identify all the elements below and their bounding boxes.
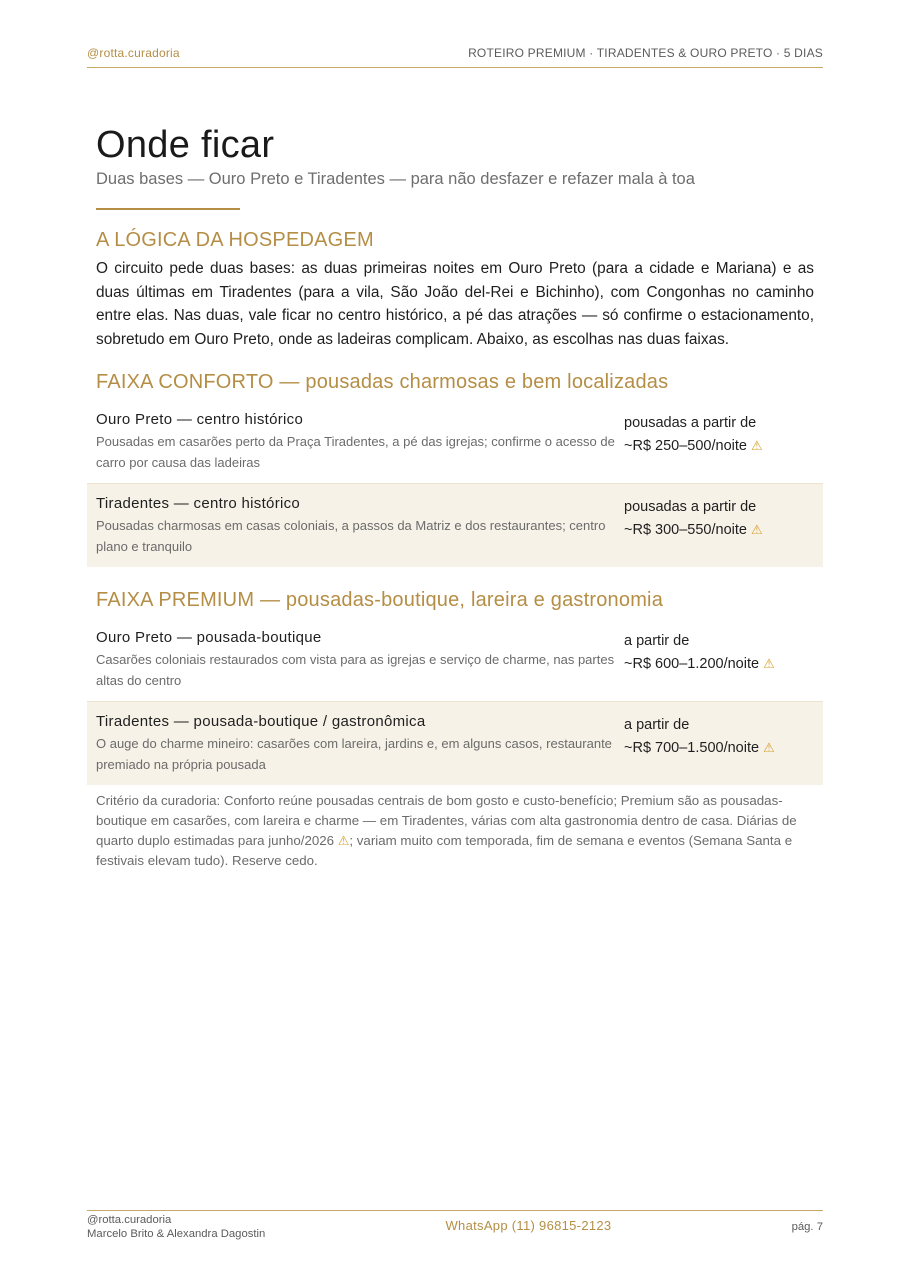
header-handle: @rotta.curadoria — [87, 46, 180, 60]
footer-authors: Marcelo Brito & Alexandra Dagostin — [87, 1228, 266, 1240]
price-label: pousadas a partir de — [624, 499, 757, 515]
warning-icon: ⚠ — [750, 521, 763, 537]
lodging-info — [96, 494, 616, 557]
premium-table — [87, 621, 823, 785]
note-text-end: ; variam muito com temporada, fim de semana e eventos (Semana Santa e festivais elevam tudo). Reserve cedo. — [96, 833, 793, 868]
warning-icon: ⚠ — [750, 437, 763, 453]
header-document-title: ROTEIRO PREMIUM · TIRADENTES & OURO PRETO · 5 DIAS — [468, 46, 823, 60]
table-row — [87, 403, 823, 484]
lodging-info — [96, 410, 616, 473]
section-heading-conforto: FAIXA CONFORTO — pousadas charmosas e bem localizadas — [96, 371, 669, 393]
price-label: a partir de — [624, 717, 690, 733]
section-heading-logic: A LÓGICA DA HOSPEDAGEM — [96, 229, 374, 251]
lodging-description: Pousadas em casarões perto da Praça Tiradentes, a pé das igrejas; confirme o acesso de carro por causa das ladeiras — [96, 434, 615, 470]
price-range — [624, 737, 814, 760]
price-range — [624, 519, 814, 542]
price-label: pousadas a partir de — [624, 415, 757, 431]
price-value: ~R$ 600–1.200/noite — [624, 655, 760, 672]
lodging-description: Pousadas charmosas em casas coloniais, a passos da Matriz e dos restaurantes; centro plano e tranquilo — [96, 518, 606, 554]
warning-icon: ⚠ — [763, 655, 775, 671]
lodging-description: O auge do charme mineiro: casarões com lareira, jardins e, em alguns casos, restaurante premiado na própria pousada — [96, 736, 612, 772]
conforto-table — [87, 403, 823, 567]
lodging-info — [96, 712, 616, 775]
curation-note — [96, 791, 814, 871]
lodging-price — [624, 712, 814, 775]
lodging-place: Tiradentes — centro histórico — [96, 495, 301, 512]
lodging-price — [624, 494, 814, 557]
logic-paragraph: O circuito pede duas bases: as duas primeiras noites em Ouro Preto (para a cidade e Mariana) e as duas últimas em Tiradentes (para a vila, São João del-Rei e Bichinho), com Congonhas no caminho entre elas. Nas duas, vale ficar no centro histórico, a pé das atrações — só confirme o estacionamento, sobretudo em Ouro Preto, onde as ladeiras complicam. Abaixo, as escolhas nas duas faixas. — [96, 260, 814, 348]
lodging-description: Casarões coloniais restaurados com vista para as igrejas e serviço de charme, nas partes altas do centro — [96, 652, 615, 688]
price-label: a partir de — [624, 633, 690, 649]
table-row — [87, 484, 823, 567]
running-header — [87, 46, 823, 68]
warning-icon: ⚠ — [337, 833, 350, 848]
footer-handle: @rotta.curadoria — [87, 1214, 172, 1226]
section-heading-premium: FAIXA PREMIUM — pousadas-boutique, lareira e gastronomia — [96, 589, 664, 611]
price-range — [624, 653, 814, 676]
price-value: ~R$ 250–500/noite — [624, 437, 747, 454]
price-value: ~R$ 700–1.500/noite — [624, 739, 760, 756]
page-number: pág. 7 — [791, 1221, 823, 1233]
lodging-price — [624, 628, 814, 691]
price-value: ~R$ 300–550/noite — [624, 521, 747, 538]
lodging-info — [96, 628, 616, 691]
lodging-place: Ouro Preto — pousada-boutique — [96, 629, 322, 646]
page-footer — [87, 1210, 823, 1241]
page-content — [96, 122, 814, 871]
footer-credits — [87, 1213, 265, 1241]
table-row — [87, 702, 823, 785]
title-divider — [96, 208, 240, 210]
lodging-place: Ouro Preto — centro histórico — [96, 411, 304, 428]
page-subtitle: Duas bases — Ouro Preto e Tiradentes — para não desfazer e refazer mala à toa — [96, 170, 695, 188]
note-text: Critério da curadoria: Conforto reúne pousadas centrais de bom gosto e custo-benefício; Premium são as pousadas-boutique em casarões, com lareira e charme — em Tiradentes, várias com alta gastronomia dentro de casa. Diárias de quarto duplo estimadas para junho/2026 — [96, 793, 797, 848]
table-row — [87, 621, 823, 702]
page-title: Onde ficar — [96, 124, 275, 166]
warning-icon: ⚠ — [763, 739, 775, 755]
lodging-price — [624, 410, 814, 473]
price-range — [624, 435, 814, 458]
footer-whatsapp: WhatsApp (11) 96815-2123 — [445, 1218, 612, 1233]
lodging-place: Tiradentes — pousada-boutique / gastronômica — [96, 713, 426, 730]
